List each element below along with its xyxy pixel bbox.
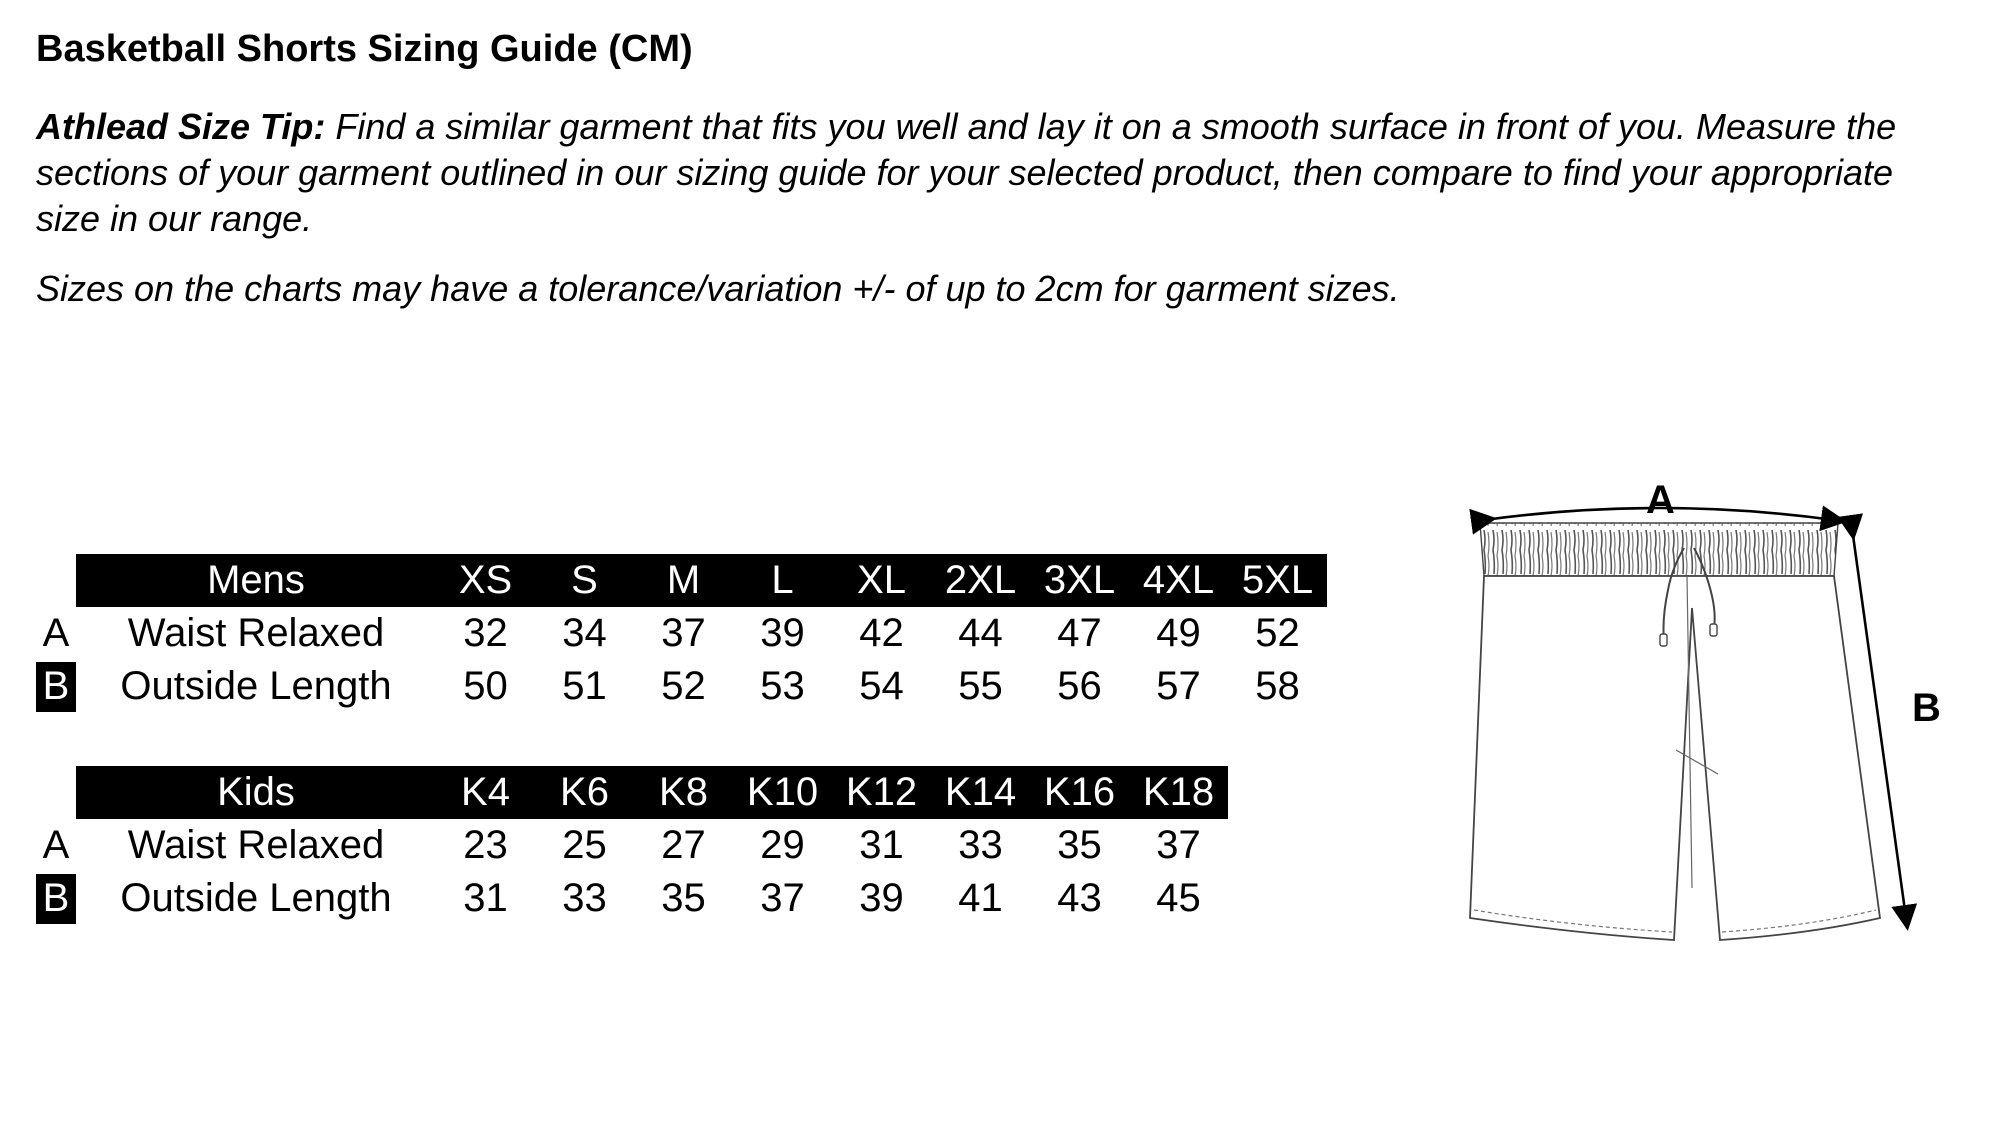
kids-size-table <box>36 766 1228 925</box>
table-cell: 53 <box>760 664 805 708</box>
table-row <box>36 872 1228 925</box>
table-cell: 35 <box>1057 823 1102 867</box>
table-cell: 32 <box>463 611 508 655</box>
size-header: 4XL <box>1142 558 1215 602</box>
table-cell: 57 <box>1156 664 1201 708</box>
table-row <box>36 660 1327 713</box>
size-header: K6 <box>560 770 609 814</box>
shorts-illustration <box>1410 478 1950 968</box>
table-cell: 37 <box>760 876 805 920</box>
size-header: K16 <box>1043 770 1116 814</box>
tolerance-note: Sizes on the charts may have a tolerance/variation +/- of up to 2cm for garment sizes. <box>36 268 1400 309</box>
table-cell: 27 <box>661 823 706 867</box>
kids-header-row <box>36 766 1228 819</box>
dimension-label-a: A <box>1646 478 1675 522</box>
mens-header-label: Mens <box>207 558 305 602</box>
size-header: 3XL <box>1043 558 1116 602</box>
table-cell: 23 <box>463 823 508 867</box>
measure-letter: B <box>36 662 76 712</box>
table-cell: 37 <box>1156 823 1201 867</box>
size-header: K12 <box>845 770 918 814</box>
size-header: K10 <box>746 770 819 814</box>
table-cell: 31 <box>463 876 508 920</box>
table-cell: 51 <box>562 664 607 708</box>
table-row <box>36 819 1228 872</box>
size-tip-label: Athlead Size Tip: <box>36 106 326 147</box>
size-header: K18 <box>1142 770 1215 814</box>
size-tip <box>36 104 1966 242</box>
mens-header-bar <box>76 554 1327 607</box>
measure-label: Outside Length <box>120 664 392 708</box>
table-cell: 50 <box>463 664 508 708</box>
size-header: 2XL <box>944 558 1017 602</box>
table-cell: 47 <box>1057 611 1102 655</box>
table-cell: 41 <box>958 876 1003 920</box>
table-cell: 49 <box>1156 611 1201 655</box>
table-cell: 56 <box>1057 664 1102 708</box>
size-header: S <box>571 558 598 602</box>
measure-label: Waist Relaxed <box>127 823 385 867</box>
measure-letter: A <box>42 611 70 655</box>
size-header: K4 <box>461 770 510 814</box>
kids-header-bar <box>76 766 1228 819</box>
size-header: XS <box>458 558 513 602</box>
shorts-diagram <box>1410 478 1950 968</box>
table-cell: 45 <box>1156 876 1201 920</box>
table-row <box>36 607 1327 660</box>
measure-label: Waist Relaxed <box>127 611 385 655</box>
table-cell: 55 <box>958 664 1003 708</box>
mens-header-row <box>36 554 1327 607</box>
table-cell: 35 <box>661 876 706 920</box>
kids-header-label: Kids <box>217 770 295 814</box>
size-header: L <box>771 558 794 602</box>
table-cell: 37 <box>661 611 706 655</box>
size-header: K8 <box>659 770 708 814</box>
size-header: K14 <box>944 770 1017 814</box>
header-spacer <box>36 768 76 818</box>
table-cell: 52 <box>1255 611 1300 655</box>
table-cell: 31 <box>859 823 904 867</box>
measure-letter: A <box>42 823 70 867</box>
page-title: Basketball Shorts Sizing Guide (CM) <box>36 28 693 70</box>
measure-letter: B <box>36 874 76 924</box>
table-cell: 54 <box>859 664 904 708</box>
table-cell: 39 <box>859 876 904 920</box>
table-cell: 25 <box>562 823 607 867</box>
size-tip-text: Find a similar garment that fits you well and lay it on a smooth surface in front of you. Measure the sections of your garment outlined in our sizing guide for your selected product, then compare to find your appropriate size in our range. <box>36 106 1897 239</box>
header-spacer <box>36 556 76 606</box>
size-header: XL <box>857 558 906 602</box>
table-cell: 43 <box>1057 876 1102 920</box>
measure-label: Outside Length <box>120 876 392 920</box>
dimension-label-b: B <box>1912 686 1941 730</box>
table-cell: 29 <box>760 823 805 867</box>
table-cell: 42 <box>859 611 904 655</box>
table-cell: 58 <box>1255 664 1300 708</box>
table-cell: 44 <box>958 611 1003 655</box>
table-cell: 34 <box>562 611 607 655</box>
size-header: 5XL <box>1241 558 1314 602</box>
mens-size-table <box>36 554 1327 713</box>
table-cell: 33 <box>958 823 1003 867</box>
size-header: M <box>666 558 701 602</box>
table-cell: 52 <box>661 664 706 708</box>
table-cell: 33 <box>562 876 607 920</box>
table-cell: 39 <box>760 611 805 655</box>
